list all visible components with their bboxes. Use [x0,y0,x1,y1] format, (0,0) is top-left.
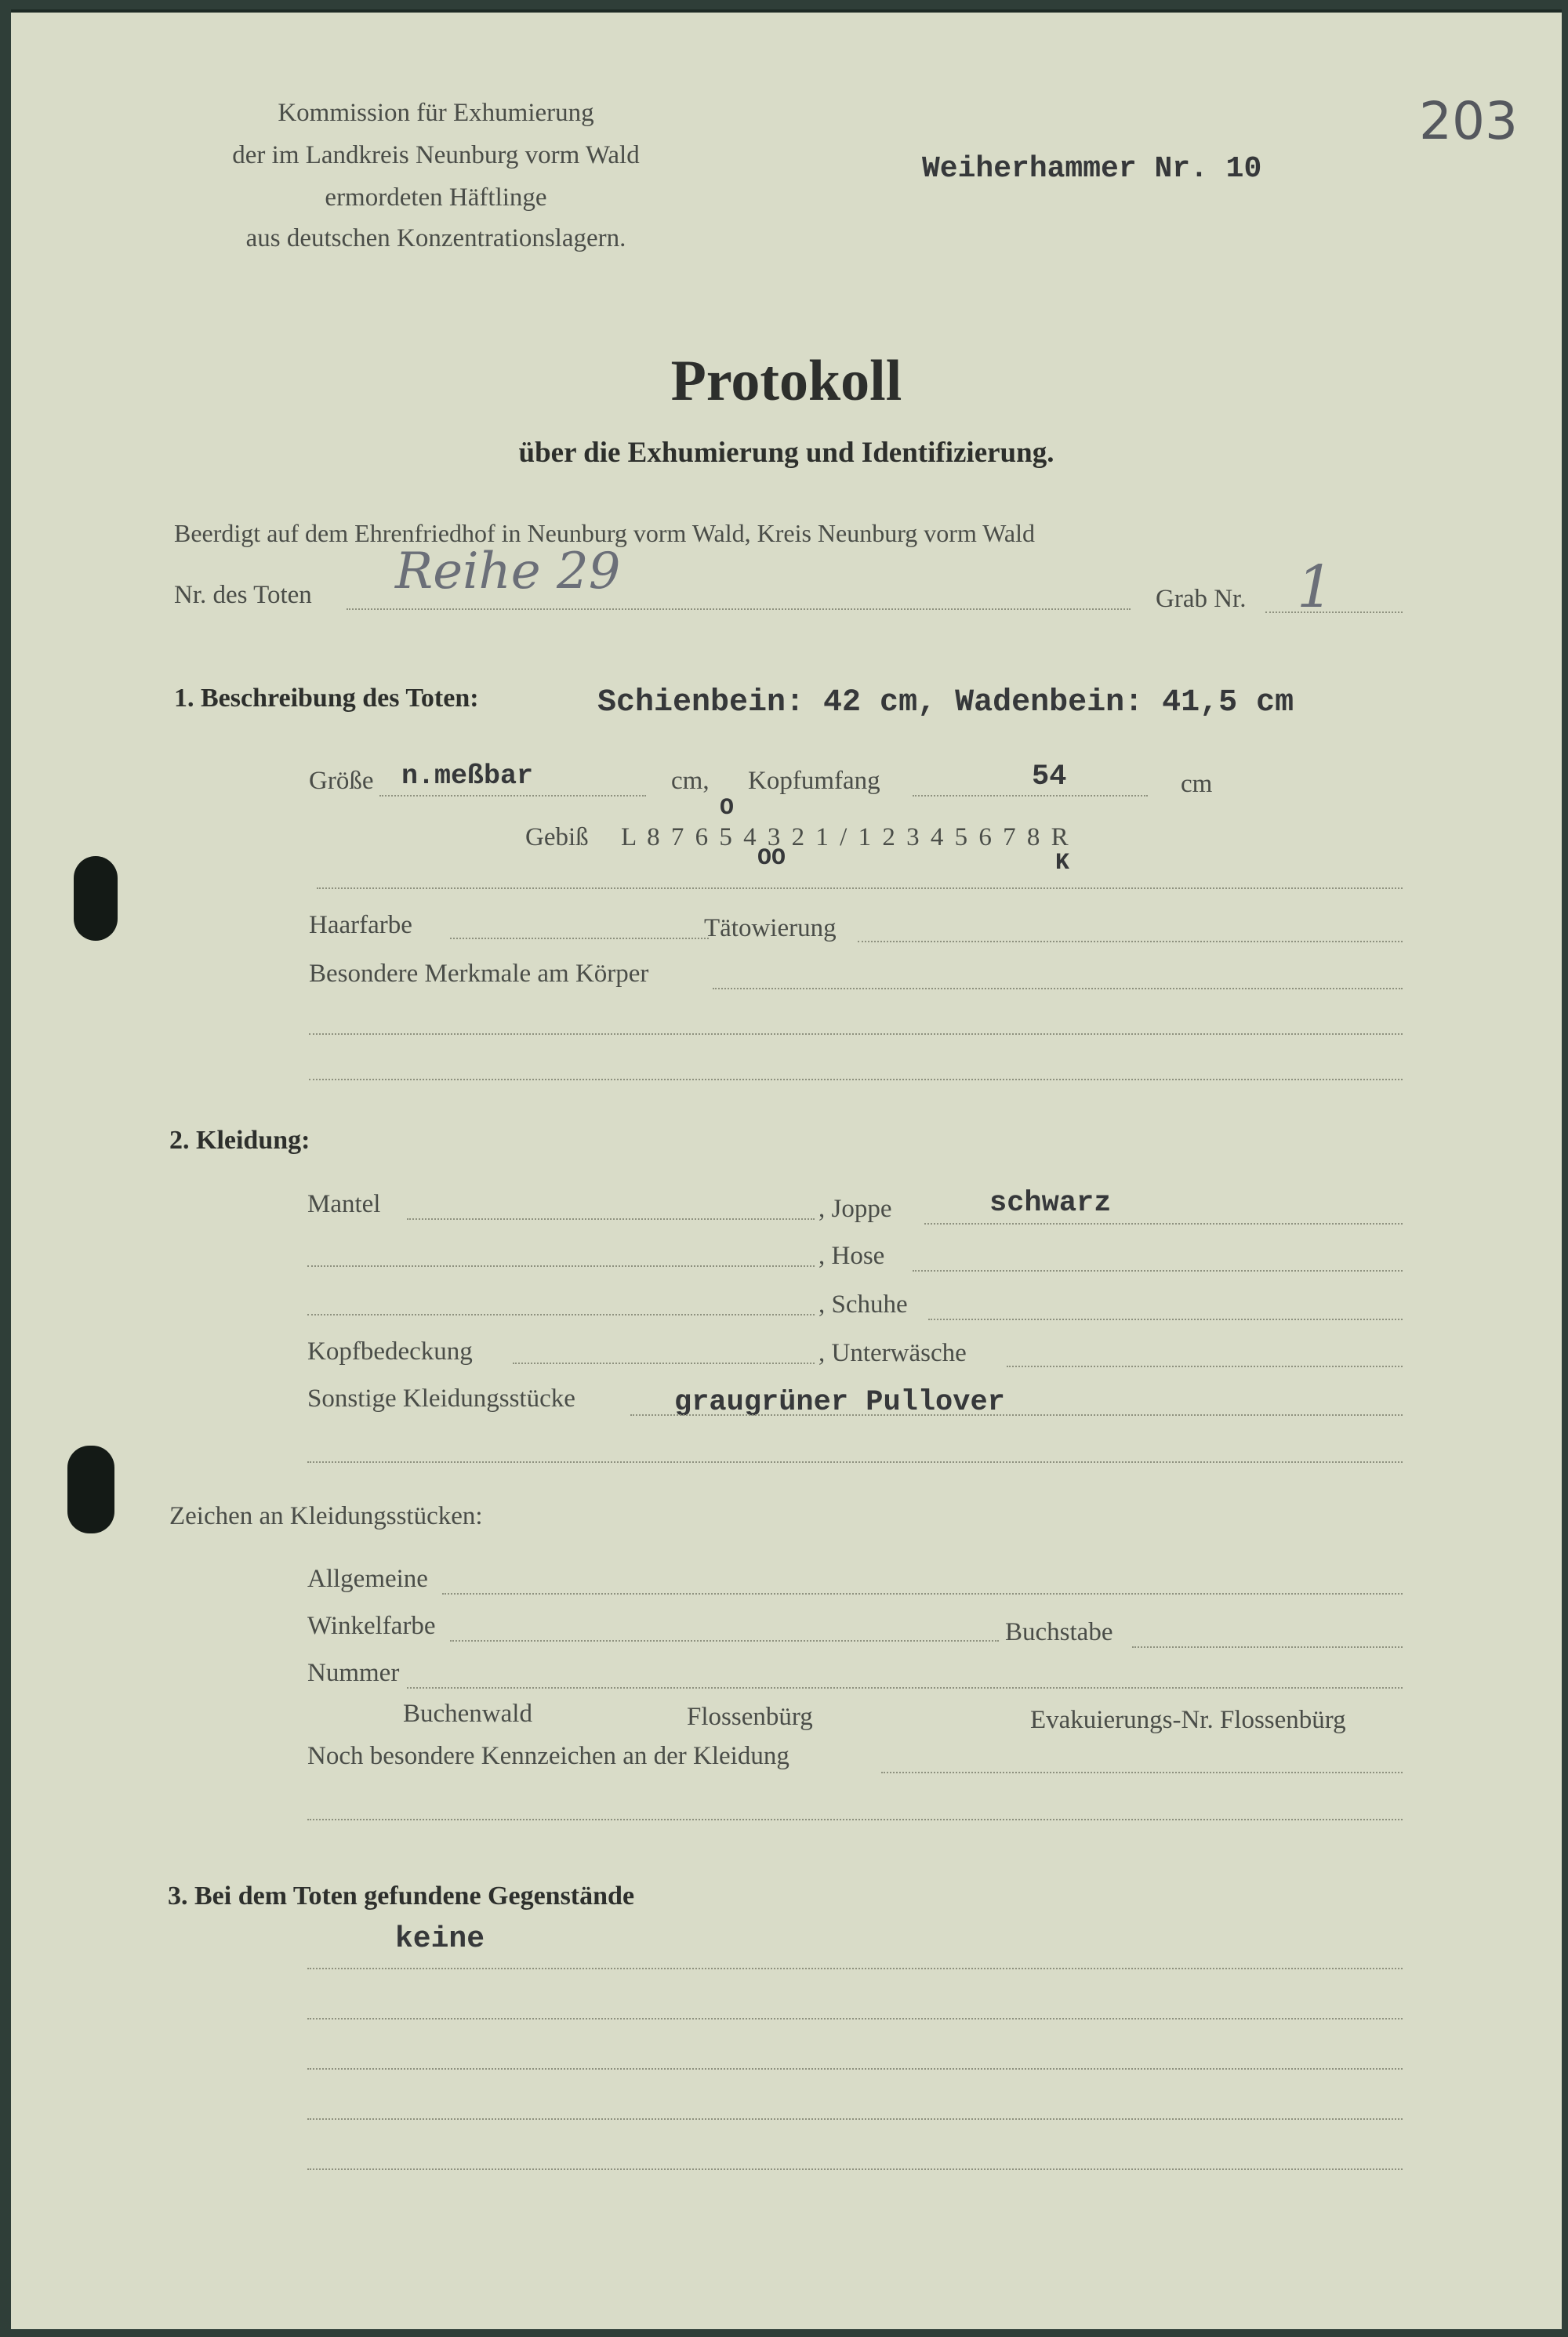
other-clothing-line [630,1414,1403,1416]
head-circumference-value: 54 [1032,760,1067,793]
size-line [379,795,646,797]
headwear-label: Kopfbedeckung [307,1337,473,1366]
found-items-line-5 [307,2168,1403,2170]
underwear-line [1007,1366,1403,1367]
reference-number: Weiherhammer Nr. 10 [922,152,1262,186]
angle-color-label: Winkelfarbe [307,1612,436,1640]
general-line [442,1593,1403,1595]
tattoo-line [858,941,1403,942]
jacket-label: , Joppe [818,1195,892,1223]
flossenbuerg-label: Flossenbürg [687,1703,813,1731]
features-label: Besondere Merkmale am Körper [309,960,649,988]
angle-color-line [450,1640,999,1642]
dead-no-value: Reihe 29 [395,543,621,601]
found-items-line-1 [307,1968,1403,1969]
cm-label-2: cm [1181,770,1213,798]
section2-heading: 2. Kleidung: [169,1126,310,1155]
letter-label: Buchstabe [1005,1618,1113,1646]
size-label: Größe [309,767,374,795]
other-clothing-value: graugrüner Pullover [674,1386,1005,1419]
hair-color-label: Haarfarbe [309,911,412,939]
letter-line [1132,1646,1403,1648]
number-line [407,1687,1403,1689]
commission-line-3: ermordeten Häftlinge [325,183,547,212]
commission-line-2: der im Landkreis Neunburg vorm Wald [232,141,640,169]
teeth-mark-top: O [720,795,735,822]
dead-no-label: Nr. des Toten [174,581,312,609]
teeth-mark-bottom: OO [757,845,786,872]
burial-text: Beerdigt auf dem Ehrenfriedhof in Neunburg vorm Wald, Kreis Neunburg vorm Wald [174,519,1035,547]
found-items-line-2 [307,2018,1403,2019]
jacket-value: schwarz [989,1187,1112,1220]
shoes-line [928,1319,1403,1320]
dead-no-line [347,608,1131,610]
size-value: n.meßbar [401,760,534,792]
special-marks-line-1 [881,1772,1403,1773]
evacuation-label: Evakuierungs-Nr. Flossenbürg [1030,1706,1346,1734]
clothing-marks-heading: Zeichen an Kleidungsstücken: [169,1502,483,1530]
general-label: Allgemeine [307,1565,428,1593]
commission-line-1: Kommission für Exhumierung [278,99,594,127]
shoes-line-left [307,1314,815,1315]
special-marks-label: Noch besondere Kennzeichen an der Kleidung [307,1742,789,1770]
underwear-label: , Unterwäsche [818,1339,967,1367]
special-marks-line-2 [307,1819,1403,1820]
teeth-row: L 8 7 6 5 4 3 2 1 / 1 2 3 4 5 6 7 8 R [621,823,1071,851]
grave-line [1265,611,1403,613]
trousers-line-left [307,1265,815,1267]
tattoo-label: Tätowierung [704,914,837,942]
features-line-2 [309,1033,1403,1035]
cm-label-1: cm, [671,767,710,795]
commission-line-4: aus deutschen Konzentrationslagern. [245,224,626,252]
page-number: 203 [1419,91,1518,151]
shoes-label: , Schuhe [818,1290,908,1319]
punch-hole-top [74,856,118,941]
page-subtitle: über die Exhumierung und Identifizierung. [518,437,1054,469]
found-items-line-4 [307,2118,1403,2120]
page-title: Protokoll [670,349,902,413]
teeth-label: Gebiß [525,823,589,851]
coat-line [407,1218,815,1220]
trousers-line [913,1270,1403,1272]
teeth-line [317,887,1403,889]
grave-label: Grab Nr. [1156,585,1247,613]
teeth-mark-k: K [1055,850,1070,876]
trousers-label: , Hose [818,1242,885,1270]
found-items-line-3 [307,2068,1403,2070]
found-items-value: keine [395,1922,485,1956]
grave-value: 1 [1297,553,1334,621]
features-line-3 [309,1079,1403,1080]
jacket-line [924,1223,1403,1225]
other-clothing-label: Sonstige Kleidungsstücke [307,1384,575,1413]
coat-label: Mantel [307,1190,381,1218]
features-line-1 [713,988,1403,989]
section3-heading: 3. Bei dem Toten gefundene Gegenstände [168,1882,635,1911]
clothing-extra-line [307,1461,1403,1463]
headwear-line [513,1363,815,1364]
section1-heading: 1. Beschreibung des Toten: [174,684,479,713]
section1-description: Schienbein: 42 cm, Wadenbein: 41,5 cm [597,685,1294,720]
head-circumference-label: Kopfumfang [748,767,880,795]
document-page [11,9,1562,2329]
punch-hole-bottom [67,1446,114,1533]
number-label: Nummer [307,1659,400,1687]
hair-line [450,938,709,939]
head-line [913,795,1148,797]
buchenwald-label: Buchenwald [403,1700,532,1728]
